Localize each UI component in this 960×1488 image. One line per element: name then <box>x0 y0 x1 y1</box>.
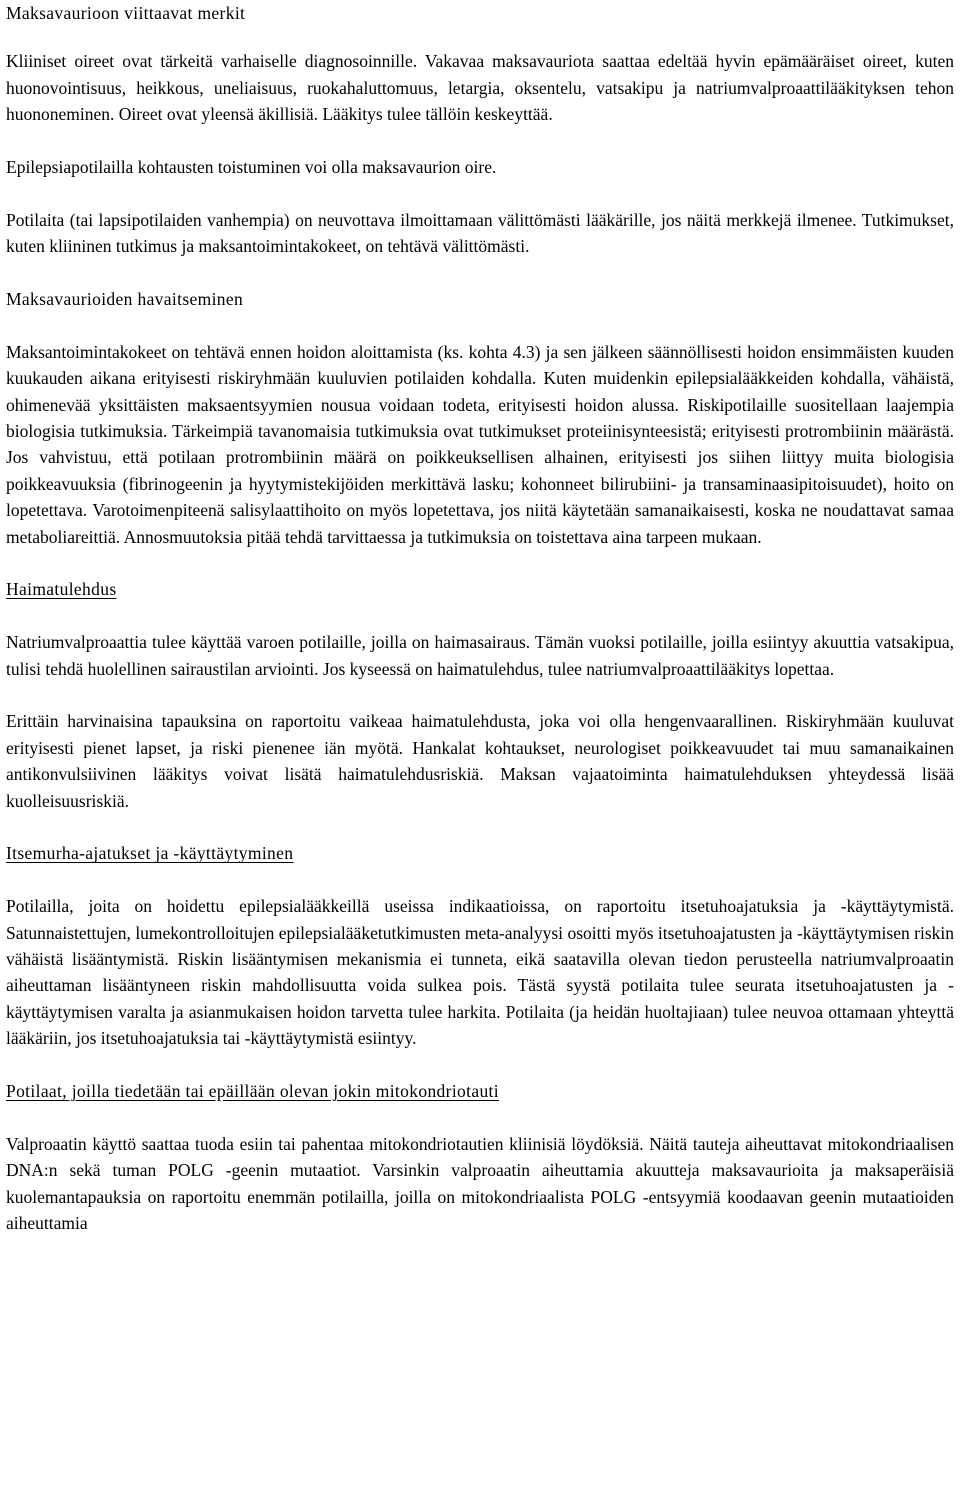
section-heading: Maksavaurioon viittaavat merkit <box>6 3 246 23</box>
paragraph: Potilaita (tai lapsipotilaiden vanhempia) on neuvottava ilmoittamaan välittömästi lääkärille, jos näitä merkkejä ilmenee. Tutkimukset, kuten kliininen tutkimus ja maksantoimintakokeet, on tehtävä välittömästi. <box>6 209 954 257</box>
paragraph: Erittäin harvinaisina tapauksina on raportoitu vaikeaa haimatulehdusta, joka voi olla hengenvaarallinen. Riskiryhmään kuuluvat erityisesti pienet lapset, ja riski pienenee iän myötä. Hankalat kohtaukset, neurologiset poikkeavuudet tai muu samanaikainen antikonvulsiivinen lääkitys voivat lisätä haimatulehdusriskiä. Maksan vajaatoiminta haimatulehduksen yhteydessä lisää kuolleisuusriskiä. <box>6 711 954 811</box>
section-heading: Itsemurha-ajatukset ja -käyttäytyminen <box>6 843 294 864</box>
section-pancreatitis <box>6 576 954 814</box>
section-suicidal <box>6 840 954 1051</box>
section-heading: Maksavaurioiden havaitseminen <box>6 289 244 310</box>
paragraph: Natriumvalproaattia tulee käyttää varoen potilaille, joilla on haimasairaus. Tämän vuoksi potilaille, joilla esiintyy akuuttia vatsakipua, tulisi tehdä huolellinen sairaustilan arviointi. Jos kyseessä on haimatulehdus, tulee natriumvalproaattilääkitys lopettaa. <box>6 632 954 679</box>
section-liver-signs <box>6 0 954 260</box>
section-mitochondrial <box>6 1078 954 1236</box>
section-heading: Haimatulehdus <box>6 579 117 600</box>
paragraph: Epilepsiapotilailla kohtausten toistuminen voi olla maksavaurion oire. <box>6 157 497 178</box>
paragraph: Valproaatin käyttö saattaa tuoda esiin tai pahentaa mitokondriotautien kliinisiä löydöksiä. Näitä tauteja aiheuttavat mitokondriaalisen DNA:n sekä tuman POLG -geenin mutaatiot. Varsinkin valproaatin aiheuttamia akuutteja maksavaurioita ja maksaperäisiä kuolemantapauksia on raportoitu enemmän potilailla, joilla on mitokondriaalista POLG -entsyymiä koodaavan geenin mutaatioiden aiheuttamia <box>6 1133 954 1234</box>
paragraph: Potilailla, joita on hoidettu epilepsialääkkeillä useissa indikaatioissa, on raportoitu itsetuhoajatuksia ja -käyttäytymistä. Satunnaistettujen, lumekontrolloitujen epilepsialääketutkimusten meta-analyysi osoitti myös itsetuhoajatusten ja -käyttäytymisen riskin vähäistä lisääntymistä. Riskin lisääntymisen mekanismia ei tunneta, eikä saatavilla olevan tiedon perusteella natriumvalproaatin aiheuttaman lisääntyneen riskin mahdollisuutta voida sulkea pois. Tästä syystä potilaita tulee seurata itsetuhoajatusten ja -käyttäytymisen varalta ja asianmukaisen hoidon tarvetta tulee harkita. Potilaita (ja heidän huoltajiaan) tulee neuvoa ottamaan yhteyttä lääkäriin, jos itsetuhoajatuksia tai -käyttäytymistä esiintyy. <box>6 896 954 1049</box>
section-heading: Potilaat, joilla tiedetään tai epäillään olevan jokin mitokondriotauti <box>6 1081 499 1102</box>
section-liver-detection <box>6 286 954 550</box>
paragraph: Maksantoimintakokeet on tehtävä ennen hoidon aloittamista (ks. kohta 4.3) ja sen jälkeen säännöllisesti hoidon ensimmäisten kuuden kuukauden aikana erityisesti riskiryhmään kuuluvien potilaiden kohdalla. Kuten muidenkin epilepsialääkkeiden kohdalla, vähäistä, ohimenevää yksittäisten maksaentsyymien nousua voidaan todeta, erityisesti hoidon alussa. Riskipotilaille suositellaan laajempia biologisia tutkimuksia. Tärkeimpiä tavanomaisia tutkimuksia ovat tutkimukset proteiinisynteesistä; erityisesti protrombiinin määrästä. Jos vahvistuu, että potilaan protrombiinin määrä on poikkeuksellisen alhainen, erityisesti jos siihen liittyy muita biologisia poikkeavuuksia (fibrinogeenin ja hyytymistekijöiden merkittävä lasku; kohonneet bilirubiini- ja transaminaasipitoisuudet), hoito on lopetettava. Varotoimenpiteenä salisylaattihoito on myös lopetettava, jos niitä käytetään samanaikaisesti, koska ne noudattavat samaa metaboliareittiä. Annosmuutoksia pitää tehdä tarvittaessa ja tutkimuksia on toistettava aina tarpeen mukaan. <box>6 341 954 547</box>
document-page <box>6 0 954 1237</box>
paragraph: Kliiniset oireet ovat tärkeitä varhaiselle diagnosoinnille. Vakavaa maksavauriota saattaa edeltää hyvin epämääräiset oireet, kuten huonovointisuus, heikkous, uneliaisuus, ruokahaluttomuus, letargia, oksentelu, vatsakipu ja natriumvalproaattilääkityksen tehon huononeminen. Oireet ovat yleensä äkillisiä. Lääkitys tulee tällöin keskeyttää. <box>6 51 954 125</box>
